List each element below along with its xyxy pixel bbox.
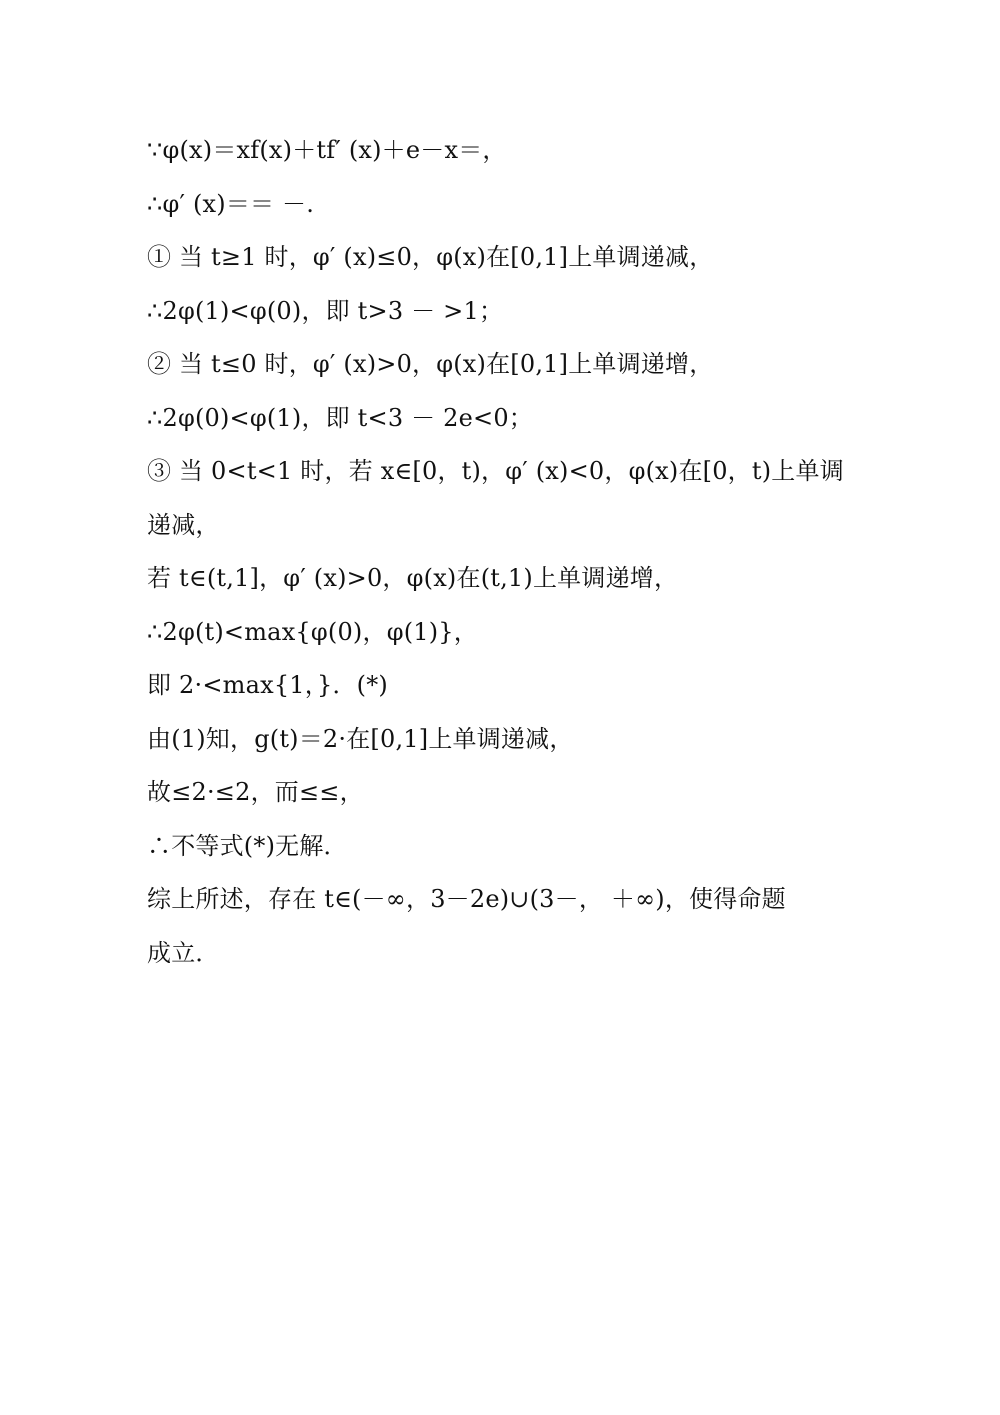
solution-line: 综上所述，存在 t∈(－∞，3－2e)∪(3－， ＋∞)，使得命题 (147, 885, 786, 913)
solution-line: ∴2φ(0)<φ(1)，即 t<3 － 2e<0； (147, 403, 534, 432)
solution-line: ∵φ(x)＝xf(x)＋tf′ (x)＋e－x＝， (147, 136, 507, 164)
solution-line: ② 当 t≤0 时，φ′ (x)>0，φ(x)在[0,1]上单调递增， (147, 350, 714, 378)
solution-text (147, 124, 867, 980)
solution-line: 成立． (147, 938, 220, 967)
solution-line: 即 2·<max{1，}．(*) (147, 671, 388, 699)
solution-line: 由(1)知，g(t)＝2·在[0,1]上单调递减， (147, 724, 574, 753)
solution-line: ∴2φ(1)<φ(0)，即 t>3 － >1； (147, 296, 504, 325)
solution-line: 若 t∈(t,1]，φ′ (x)>0，φ(x)在(t,1)上单调递增， (147, 564, 679, 592)
solution-line: ∴φ′ (x)＝＝ －. (147, 189, 315, 218)
solution-line: ∴不等式(*)无解． (147, 831, 348, 860)
solution-line: ① 当 t≥1 时，φ′ (x)≤0，φ(x)在[0,1]上单调递减， (147, 243, 714, 271)
solution-line: ③ 当 0<t<1 时，若 x∈[0，t)，φ′ (x)<0，φ(x)在[0，t)上单调 (147, 457, 844, 485)
solution-line: 递减， (147, 510, 220, 539)
solution-line: ∴2φ(t)<max{φ(0)，φ(1)}， (147, 617, 478, 646)
solution-line: 故≤2·≤2，而≤≤， (147, 778, 364, 806)
